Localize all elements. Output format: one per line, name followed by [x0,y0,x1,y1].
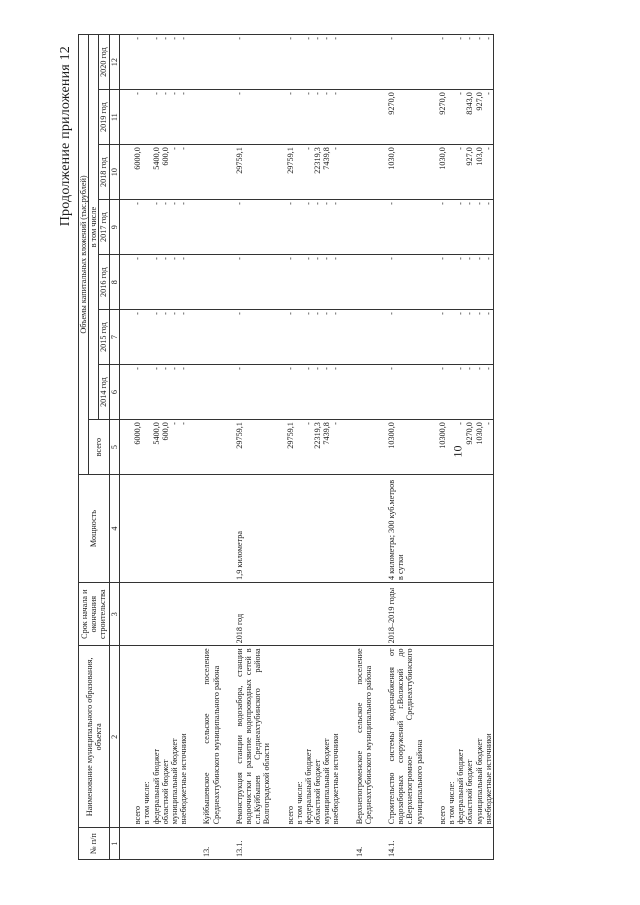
header-year-2018: 2018 год [99,145,109,200]
col-number: 7 [109,310,119,365]
value-2017 [355,200,373,255]
value-total [355,420,373,475]
value-2016: - - - - - [438,255,494,310]
value-2018 [355,145,373,200]
capacity: 1,9 километра [235,475,272,583]
funding-labels: всего в том числе: федеральный бюджет областной бюджет муниципальный бюджет внебюджетные источники [438,646,494,828]
settlement-name: Верхнепогроменское сельское поселение Среднеахтубинского муниципального района [355,646,373,828]
header-name: Наименование муниципального образования, объекта [79,646,110,828]
value-2017: - - - - - [286,200,341,255]
value-2019: - [235,90,272,145]
value-2017: - [387,200,424,255]
value-2017: - - - - - [438,200,494,255]
object-name: Строительство системы водоснабжения от водозаборных сооружений г.Волжский до с.Верхнепогромное Среднеахтубинского муниципального района [387,646,424,828]
construction-period [438,582,494,645]
value-2020 [202,35,220,90]
header-year-2015: 2015 год [99,310,109,365]
value-2019 [355,90,373,145]
funding-rows [133,35,188,860]
funding-rows [438,35,494,860]
settlement-row [355,35,373,860]
value-2015 [355,310,373,365]
rotated-page-content [52,34,618,872]
col-number: 11 [109,90,119,145]
value-2019: - - - - - [286,90,341,145]
construction-period [133,582,188,645]
appendix-label: Продолжение приложения 12 [58,46,73,227]
value-2020: - [235,35,272,90]
object-row [235,35,272,860]
object-name: Реконструкция станции водозабора, станции водоочистки и развитие водопроводных сетей в с.п.Куйбышев Среднеахтубинского района Волгоградской области [235,646,272,828]
value-2020: - - - - - [286,35,341,90]
column-number-row [109,35,119,860]
header-year-2017: 2017 год [99,200,109,255]
header-period: Срок начала и окончания строительства [79,582,110,645]
value-2018: 29759,1 [235,145,272,200]
capacity [286,475,341,583]
capacity [202,475,220,583]
value-2015: - [235,310,272,365]
value-2017 [202,200,220,255]
construction-period: 2018 год [235,582,272,645]
table-header [79,35,120,860]
col-number: 5 [109,420,119,475]
value-2016: - - - - - [286,255,341,310]
header-num: № п/п [79,828,110,860]
value-2014: - [387,365,424,420]
value-2014: - - - - - [286,365,341,420]
value-2015: - [387,310,424,365]
header-year-2019: 2019 год [99,90,109,145]
funding-labels: всего в том числе: федеральный бюджет областной бюджет муниципальный бюджет внебюджетные источники [286,646,341,828]
value-total: 6000,0 5400,0 600,0 - - [133,420,188,475]
header-year-2020: 2020 год [99,35,109,90]
value-2017: - - - - - [133,200,188,255]
row-number [133,828,188,860]
value-2018: 29759,1 - 22319,3 7439,8 - [286,145,341,200]
construction-period [286,582,341,645]
col-number: 12 [109,35,119,90]
value-2014 [355,365,373,420]
value-total: 29759,1 [235,420,272,475]
page-number: 10 [450,445,465,458]
header-volumes: Объемы капитальных вложений (тыс.рублей) [79,35,89,475]
table-body [119,35,493,860]
header-year-2014: 2014 год [99,365,109,420]
value-2015: - - - - - [133,310,188,365]
row-number: 14. [355,828,373,860]
row-number: 14.1. [387,828,424,860]
value-2019: - - - - - [133,90,188,145]
col-number: 9 [109,200,119,255]
capacity [133,475,188,583]
row-number: 13. [202,828,220,860]
value-2014: - - - - - [438,365,494,420]
value-2018: 1030,0 - 927,0 103,0 - [438,145,494,200]
col-number: 10 [109,145,119,200]
value-2015: - - - - - [286,310,341,365]
value-2020: - - - - - [133,35,188,90]
settlement-name: Куйбышевское сельское поселение Среднеахтубинского муниципального района [202,646,220,828]
col-number: 6 [109,365,119,420]
value-2020: - - - - - [438,35,494,90]
funding-labels: всего в том числе: федеральный бюджет областной бюджет муниципальный бюджет внебюджетные источники [133,646,188,828]
col-number: 1 [109,828,119,860]
col-number: 4 [109,475,119,583]
row-number: 13.1. [235,828,272,860]
value-2014 [202,365,220,420]
value-total [202,420,220,475]
col-number: 2 [109,646,119,828]
object-row [387,35,424,860]
value-2020: - [387,35,424,90]
row-number [438,828,494,860]
value-2019: 9270,0 - 8343,0 927,0 - [438,90,494,145]
value-total: 29759,1 - 22319,3 7439,8 - [286,420,341,475]
value-total: 10300,0 - 9270,0 1030,0 - [438,420,494,475]
header-capacity: Мощность [79,475,110,583]
value-2018: 1030,0 [387,145,424,200]
capacity: 4 километра; 300 куб.метров в сутки [387,475,424,583]
value-2018 [202,145,220,200]
value-2020 [355,35,373,90]
header-total: всего [89,420,109,475]
value-2014: - - - - - [133,365,188,420]
col-number: 3 [109,582,119,645]
capacity [355,475,373,583]
value-2014: - [235,365,272,420]
value-2016: - - - - - [133,255,188,310]
value-2016: - [387,255,424,310]
construction-period: 2018–2019 годы [387,582,424,645]
col-number: 8 [109,255,119,310]
header-year-2016: 2016 год [99,255,109,310]
funding-rows [286,35,341,860]
value-2016 [355,255,373,310]
capital-investment-table [78,34,494,860]
value-total: 10300,0 [387,420,424,475]
capacity [438,475,494,583]
header-incl: в том числе [89,35,99,420]
value-2016 [202,255,220,310]
value-2018: 6000,0 5400,0 600,0 - - [133,145,188,200]
construction-period [202,582,220,645]
value-2019: 9270,0 [387,90,424,145]
value-2015 [202,310,220,365]
construction-period [355,582,373,645]
value-2019 [202,90,220,145]
value-2015: - - - - - [438,310,494,365]
value-2017: - [235,200,272,255]
row-number [286,828,341,860]
settlement-row [202,35,220,860]
value-2016: - [235,255,272,310]
